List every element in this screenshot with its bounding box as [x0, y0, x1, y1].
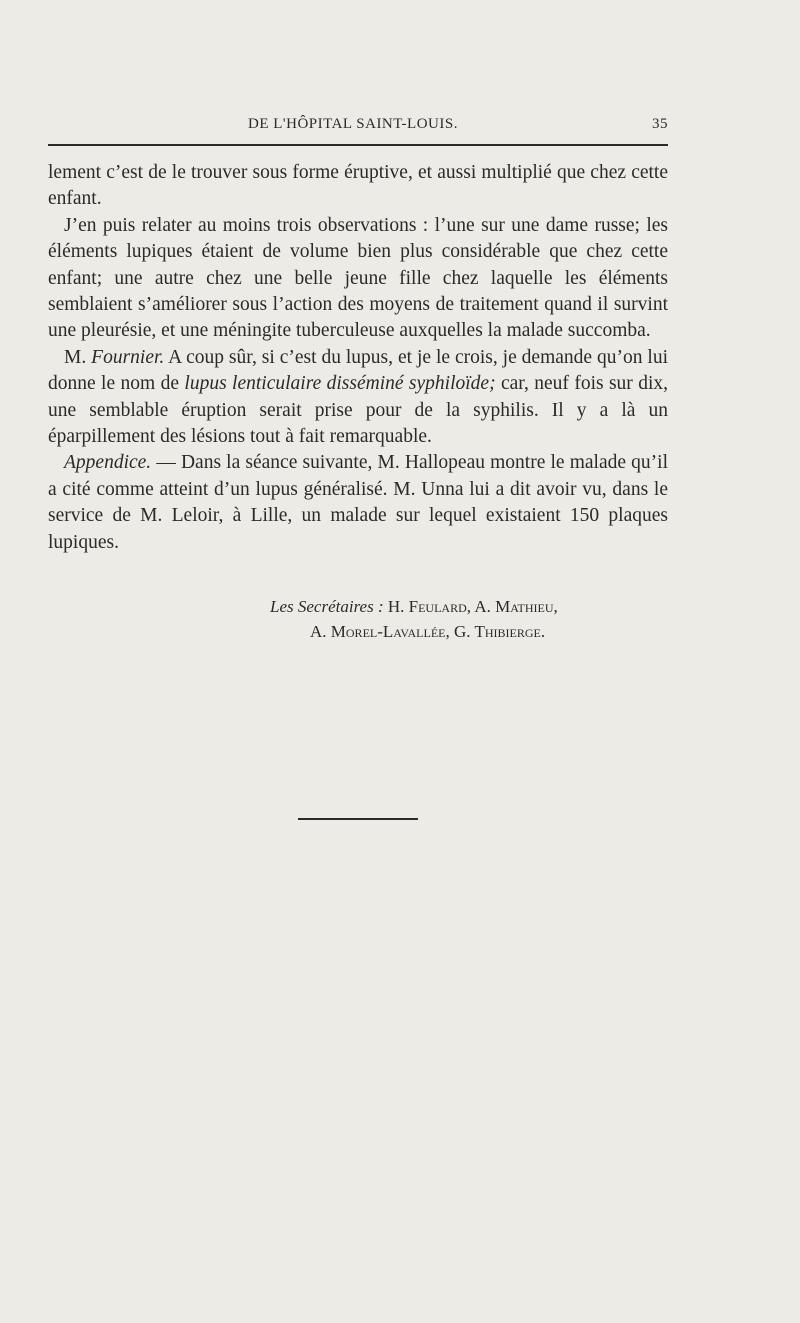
header-rule	[48, 144, 668, 146]
signature-names-2: A. Morel-Lavallée, G. Thibierge.	[310, 622, 546, 641]
text-run: J’en puis relater au moins trois observations : l’une sur une dame russe; les éléments lupiques étaient de volume bien plus considérable que chez cette enfant; une autre chez une belle jeune fille chez laquelle les éléments semblaient s’améliorer sous l’action des moyens de traitement quand il survint une pleurésie, et une méningite tuberculeuse auxquelles la malade succomba.	[48, 214, 668, 342]
paragraph	[48, 450, 668, 556]
text-run: lement c’est de le trouver sous forme éruptive, et aussi multiplié que chez cette enfant.	[48, 162, 668, 210]
paragraph	[48, 160, 668, 213]
signature-line-2	[48, 619, 668, 644]
text-run: car, neuf fois sur dix, une semblable éruption serait prise pour de la syphilis. Il y a là un éparpillement des lésions tout à fait remarquable.	[48, 373, 668, 448]
signature-label: Les Secrétaires :	[270, 597, 384, 616]
italic-text: lupus lenticulaire disséminé syphiloïde;	[184, 373, 496, 395]
paragraph	[48, 213, 668, 345]
text-run: A coup sûr, si c’est du lupus, et je le crois, je demande qu’on lui donne le nom de	[48, 346, 668, 395]
text-run: — Dans la séance suivante, M. Hallopeau montre le malade qu’il a cité comme atteint d’un lupus généralisé. M. Unna lui a dit avoir vu, dans le service de M. Leloir, à Lille, un malade sur lequel existaient 150 plaques lupiques.	[48, 452, 668, 553]
text-run: M.	[64, 346, 92, 368]
end-rule	[298, 818, 418, 820]
signature-names-1: H. Feulard, A. Mathieu,	[387, 597, 558, 616]
paragraph	[48, 345, 668, 451]
main-text	[48, 160, 668, 556]
italic-text: Appendice.	[64, 452, 152, 474]
italic-text: Fournier.	[91, 346, 165, 368]
running-title: DE L'HÔPITAL SAINT-LOUIS.	[248, 116, 458, 132]
signature-line-1	[48, 594, 668, 619]
signature-block	[48, 594, 668, 644]
page-number: 35	[652, 116, 668, 132]
